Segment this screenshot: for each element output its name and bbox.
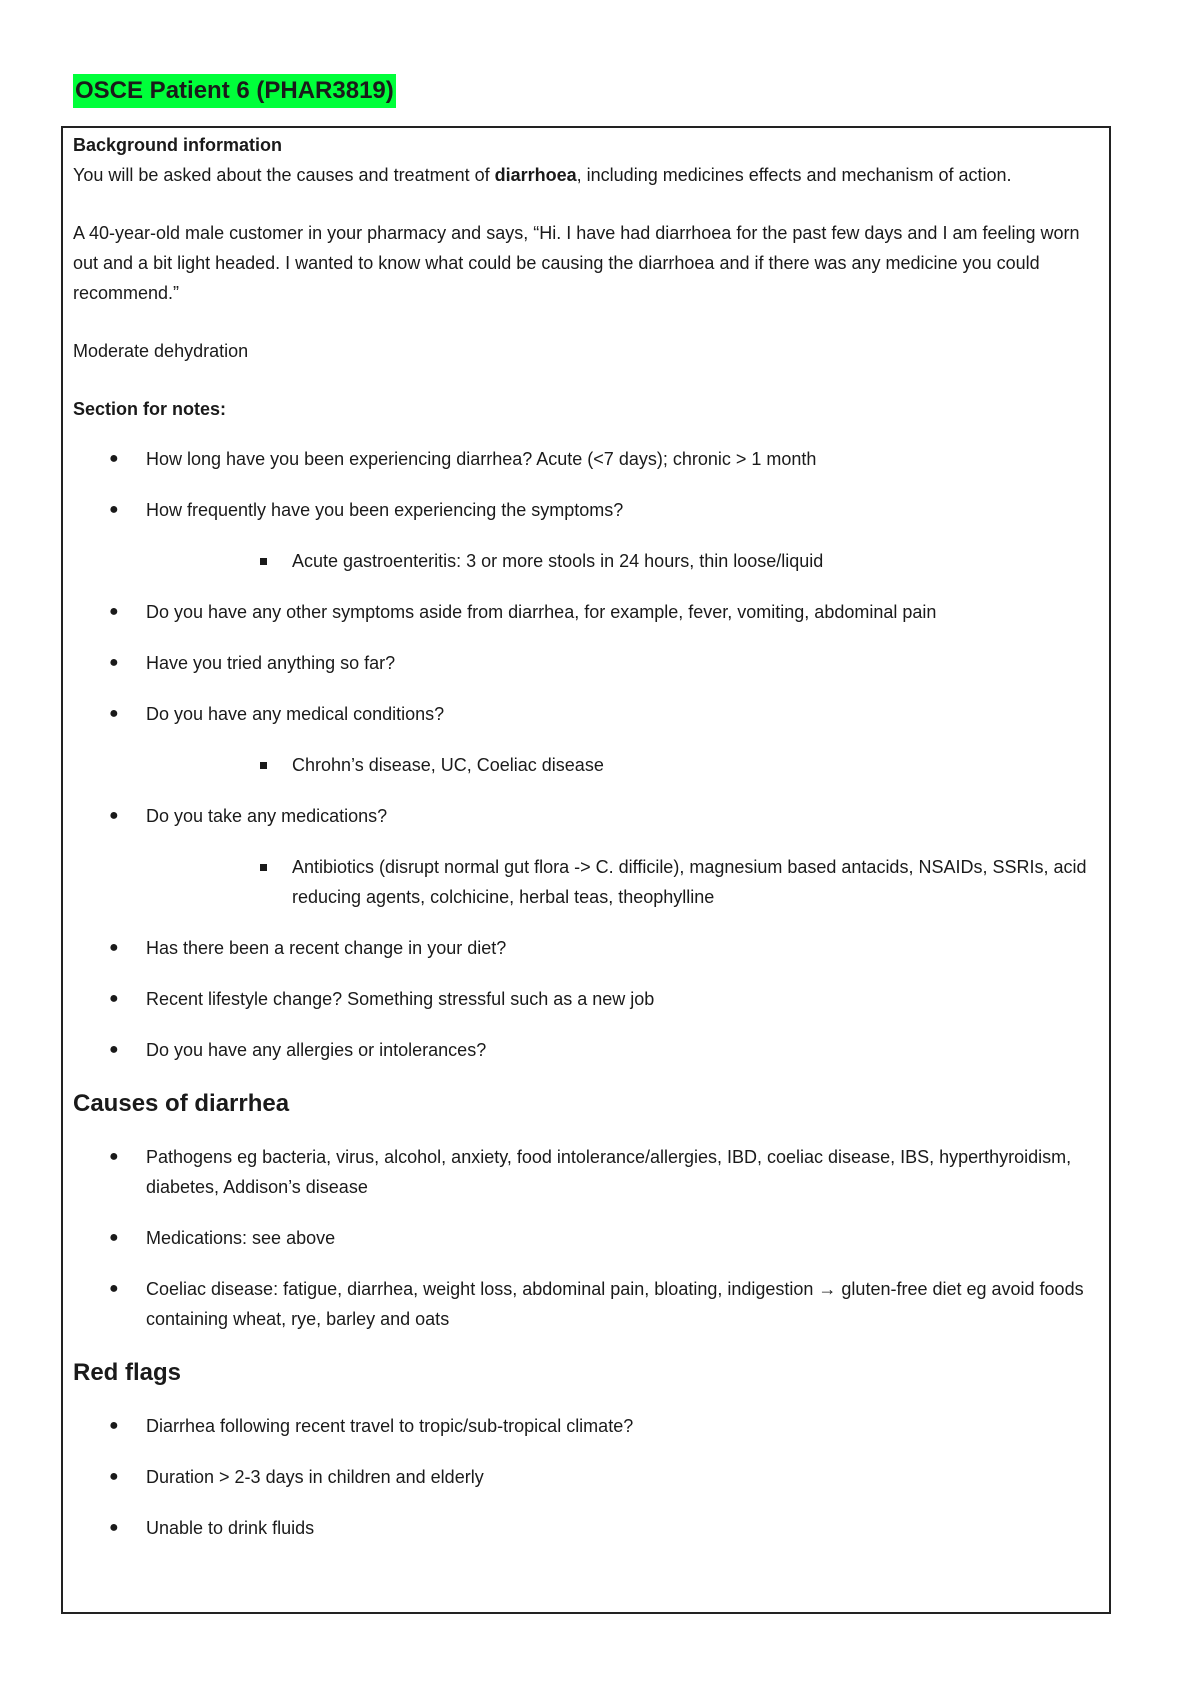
list-item xyxy=(73,1142,1093,1202)
list-item xyxy=(73,933,1093,963)
list-item xyxy=(73,699,1093,729)
page-title: OSCE Patient 6 (PHAR3819) xyxy=(73,74,396,108)
list-item-text: How long have you been experiencing diarrhea? Acute (<7 days); chronic > 1 month xyxy=(146,449,817,469)
background-heading: Background information xyxy=(73,135,283,155)
list-item xyxy=(73,1274,1093,1334)
list-item xyxy=(73,1462,1093,1492)
list-item-text: Do you have any other symptoms aside from diarrhea, for example, fever, vomiting, abdominal pain xyxy=(146,602,937,622)
list-item xyxy=(73,1223,1093,1253)
list-item-text: Recent lifestyle change? Something stressful such as a new job xyxy=(146,989,655,1009)
background-intro xyxy=(73,160,1093,190)
square-bullet-icon xyxy=(260,762,267,769)
bullet-icon: ● xyxy=(109,1229,119,1246)
scenario-text: A 40-year-old male customer in your pharmacy and says, “Hi. I have had diarrhoea for the past few days and I am feeling worn out and a bit light headed. I wanted to know what could be causing the diarrhoea and if there was any medicine you could recommend.” xyxy=(73,223,1080,303)
severity-text: Moderate dehydration xyxy=(73,341,249,361)
list-item xyxy=(73,801,1093,831)
sub-list-item xyxy=(73,750,1093,780)
red-flags-heading: Red flags xyxy=(73,1359,182,1386)
intro-text-end: , including medicines effects and mechanism of action. xyxy=(576,165,1012,185)
bullet-icon: ● xyxy=(109,939,119,956)
bullet-icon: ● xyxy=(109,990,119,1007)
sub-list-item-text: Acute gastroenteritis: 3 or more stools in 24 hours, thin loose/liquid xyxy=(292,551,824,571)
list-item-text: Unable to drink fluids xyxy=(146,1518,315,1538)
bullet-icon: ● xyxy=(109,1041,119,1058)
sub-list-item xyxy=(73,852,1093,912)
list-item xyxy=(73,984,1093,1014)
bullet-icon: ● xyxy=(109,450,119,467)
list-item-text: Have you tried anything so far? xyxy=(146,653,396,673)
bullet-icon: ● xyxy=(109,807,119,824)
list-item-text: Has there been a recent change in your diet? xyxy=(146,938,507,958)
sub-list-item-text: Antibiotics (disrupt normal gut flora -> C. difficile), magnesium based antacids, NSAIDs, SSRIs, acid reducing agents, colchicine, herbal teas, theophylline xyxy=(292,857,1087,907)
list-item-text: Do you have any medical conditions? xyxy=(146,704,445,724)
list-item xyxy=(73,495,1093,525)
sub-list-item-text: Chrohn’s disease, UC, Coeliac disease xyxy=(292,755,604,775)
list-item-text: Pathogens eg bacteria, virus, alcohol, anxiety, food intolerance/allergies, IBD, coeliac disease, IBS, hyperthyroidism, diabetes, Addison’s disease xyxy=(146,1147,1072,1197)
list-item-text: Duration > 2-3 days in children and elderly xyxy=(146,1467,484,1487)
list-item-text: Diarrhea following recent travel to tropic/sub-tropical climate? xyxy=(146,1416,634,1436)
bullet-icon: ● xyxy=(109,705,119,722)
bullet-icon: ● xyxy=(109,1519,119,1536)
list-item xyxy=(73,648,1093,678)
bullet-icon: ● xyxy=(109,1417,119,1434)
bullet-icon: ● xyxy=(109,1148,119,1165)
bullet-icon: ● xyxy=(109,1280,119,1297)
list-item-text: Do you take any medications? xyxy=(146,806,388,826)
list-item xyxy=(73,1411,1093,1441)
intro-keyword: diarrhoea xyxy=(494,165,577,185)
bullet-icon: ● xyxy=(109,501,119,518)
list-item-text: Do you have any allergies or intolerances? xyxy=(146,1040,487,1060)
sub-list-item xyxy=(73,546,1093,576)
causes-heading: Causes of diarrhea xyxy=(73,1090,290,1117)
notes-heading: Section for notes: xyxy=(73,399,227,419)
square-bullet-icon xyxy=(260,864,267,871)
list-item xyxy=(73,1513,1093,1543)
intro-text-start: You will be asked about the causes and treatment of xyxy=(73,165,495,185)
list-item-text: Coeliac disease: fatigue, diarrhea, weight loss, abdominal pain, bloating, indigestion → gluten-free diet eg avoid foods containing wheat, rye, barley and oats xyxy=(146,1279,1084,1329)
bullet-icon: ● xyxy=(109,603,119,620)
document-body xyxy=(73,130,1093,1543)
list-item-text: Medications: see above xyxy=(146,1228,336,1248)
list-item xyxy=(73,597,1093,627)
list-item xyxy=(73,1035,1093,1065)
bullet-icon: ● xyxy=(109,1468,119,1485)
bullet-icon: ● xyxy=(109,654,119,671)
square-bullet-icon xyxy=(260,558,267,565)
list-item xyxy=(73,444,1093,474)
list-item-text: How frequently have you been experiencing the symptoms? xyxy=(146,500,624,520)
